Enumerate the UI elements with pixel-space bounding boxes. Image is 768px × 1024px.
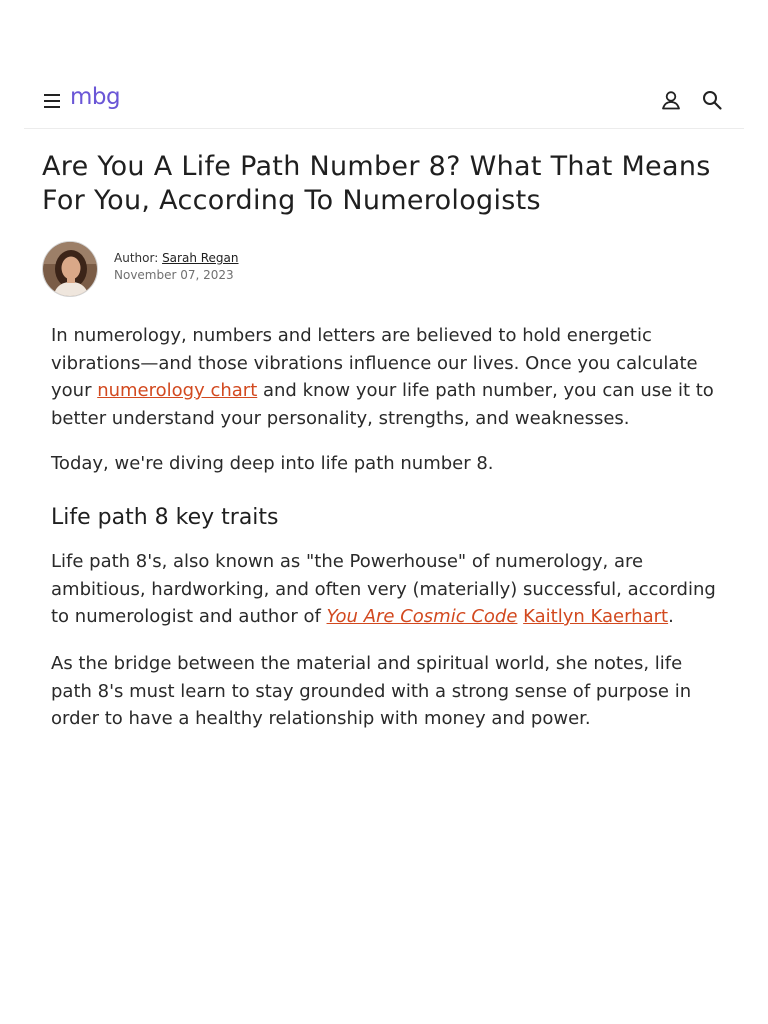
search-icon[interactable] [701, 89, 723, 111]
author-avatar[interactable] [42, 241, 98, 297]
site-logo[interactable]: mbg [70, 84, 121, 110]
site-header [24, 70, 744, 129]
paragraph-bridge: As the bridge between the material and spiritual world, she notes, life path 8's must learn to stay grounded with a strong sense of purpose in order to have a healthy relationship with money and power. [51, 653, 692, 729]
publish-date: November 07, 2023 [114, 268, 234, 282]
kaitlyn-kaerhart-link[interactable]: Kaitlyn Kaerhart [523, 606, 669, 627]
hamburger-menu-icon[interactable] [44, 94, 60, 108]
section-heading: Life path 8 key traits [51, 505, 279, 530]
paragraph-diving-deep: Today, we're diving deep into life path number 8. [51, 453, 494, 474]
user-icon[interactable] [660, 89, 682, 111]
paragraph-intro [51, 322, 716, 432]
paragraph-traits [51, 548, 716, 631]
book-link[interactable]: You Are Cosmic Code [326, 606, 518, 627]
paragraph-text: Life path 8's, also known as "the Powerhouse" of numerology, are ambitious, hardworking, and often very (materially) successful, according to numerologist and author of [51, 551, 716, 627]
author-link[interactable]: Sarah Regan [162, 251, 239, 265]
paragraph-text: In numerology, numbers and letters are believed to hold energetic vibrations—and those vibrations influence our lives. Once you calculate your [51, 325, 698, 401]
author-byline [114, 251, 239, 266]
paragraph-text: and know your life path number, you can use it to better understand your personality, strengths, and weaknesses. [51, 380, 714, 429]
numerology-chart-link[interactable]: numerology chart [97, 380, 258, 401]
article-title: Are You A Life Path Number 8? What That Means For You, According To Numerologists [42, 151, 711, 216]
paragraph-text: . [668, 606, 674, 627]
author-label: Author: [114, 251, 159, 265]
